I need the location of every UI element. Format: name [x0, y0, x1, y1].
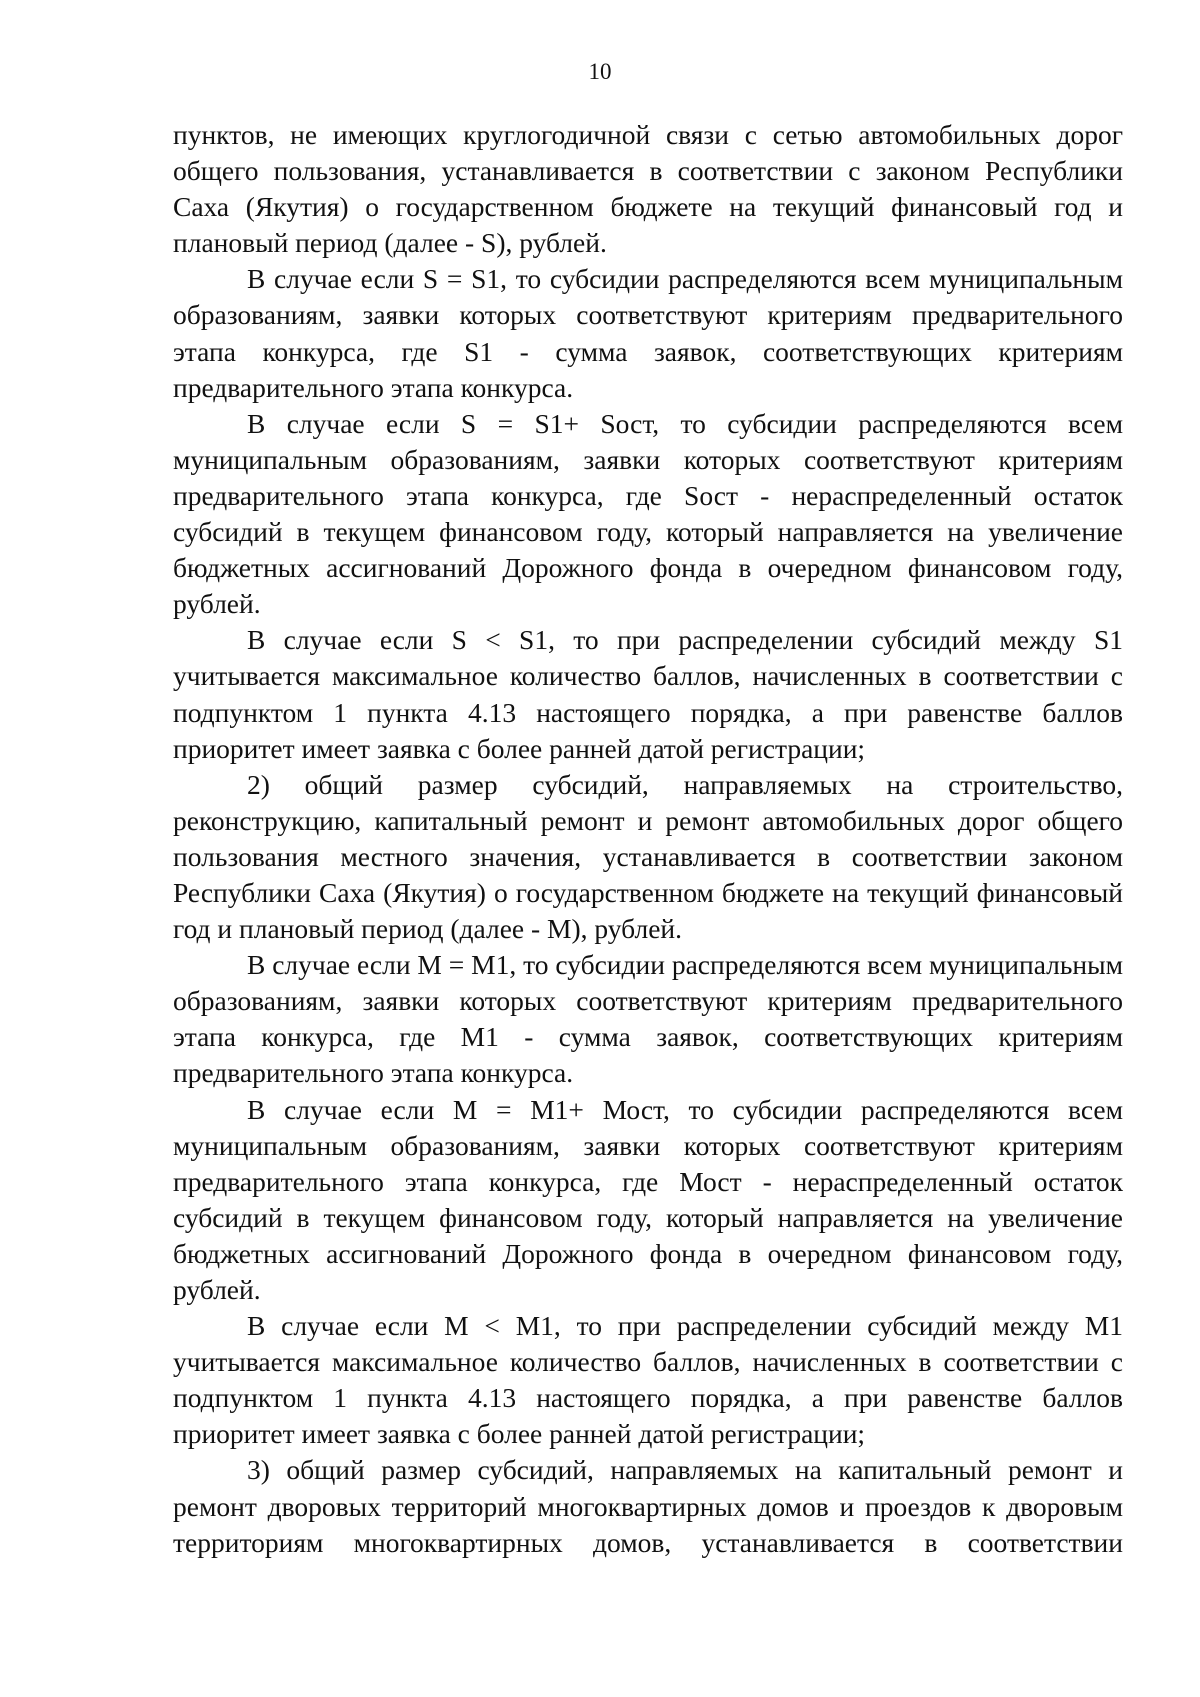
paragraph-m-less-m1: В случае если М < М1, то при распределении субсидий между М1 учитывается максимальное количество баллов, начисленных в соответствии с подпунктом 1 пункта 4.13 настоящего порядка, а при равенстве баллов приоритет имеет заявка с более ранней датой регистрации; [173, 1310, 1123, 1450]
paragraph-s-less-s1: В случае если S < S1, то при распределении субсидий между S1 учитывается максимальное количество баллов, начисленных в соответствии с подпунктом 1 пункта 4.13 настоящего порядка, а при равенстве баллов приоритет имеет заявка с более ранней датой регистрации; [173, 624, 1123, 764]
paragraph-continuation: пунктов, не имеющих круглогодичной связи с сетью автомобильных дорог общего пользования, устанавливается в соответствии с законом Республики Саха (Якутия) о государственном бюджете на текущий финансовый год и плановый период (далее - S), рублей. [173, 119, 1123, 259]
paragraph-m-equals-m1-plus-most: В случае если М = М1+ Мост, то субсидии распределяются всем муниципальным образованиям, заявки которых соответствуют критериям предварительного этапа конкурса, где Мост - нераспределенный остаток субсидий в текущем финансовом году, который направляется на увеличение бюджетных ассигнований Дорожного фонда в очередном финансовом году, рублей. [173, 1093, 1123, 1305]
paragraph-item-3: 3) общий размер субсидий, направляемых на капитальный ремонт и ремонт дворовых территорий многоквартирных домов и проездов к дворовым территориям многоквартирных домов, устанавливается в соответствии [173, 1454, 1123, 1558]
page-number: 10 [588, 59, 612, 84]
paragraph-s-equals-s1: В случае если S = S1, то субсидии распределяются всем муниципальным образованиям, заявки которых соответствуют критериям предварительного этапа конкурса, где S1 - сумма заявок, соответствующих критериям предварительного этапа конкурса. [173, 263, 1123, 403]
document-body [173, 117, 1123, 1561]
paragraph-s-equals-s1-plus-sost: В случае если S = S1+ Sост, то субсидии распределяются всем муниципальным образованиям, заявки которых соответствуют критериям предварительного этапа конкурса, где Sост - нераспределенный остаток субсидий в текущем финансовом году, который направляется на увеличение бюджетных ассигнований Дорожного фонда в очередном финансовом году, рублей. [173, 407, 1123, 620]
paragraph-m-equals-m1: В случае если М = М1, то субсидии распределяются всем муниципальным образованиям, заявки которых соответствуют критериям предварительного этапа конкурса, где М1 - сумма заявок, соответствующих критериям предварительного этапа конкурса. [173, 949, 1124, 1089]
paragraph-item-2: 2) общий размер субсидий, направляемых на строительство, реконструкцию, капитальный ремонт и ремонт автомобильных дорог общего пользования местного значения, устанавливается в соответствии законом Республики Саха (Якутия) о государственном бюджете на текущий финансовый год и плановый период (далее - М), рублей. [173, 768, 1123, 945]
